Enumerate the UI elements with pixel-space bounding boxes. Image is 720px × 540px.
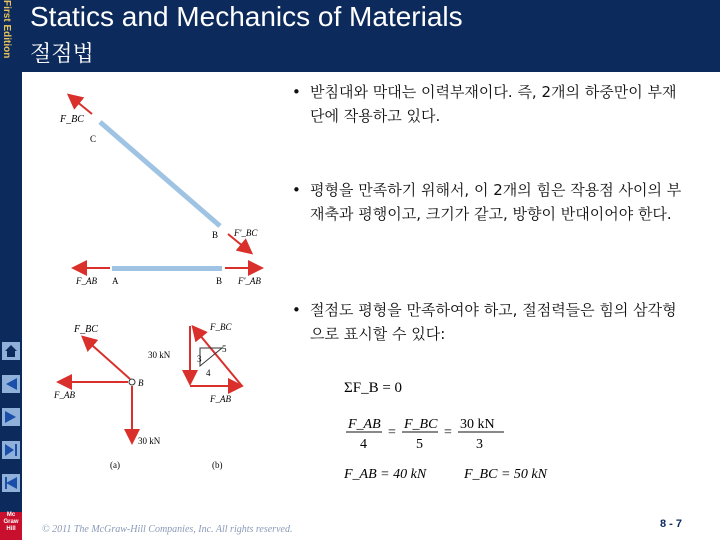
label: F_AB [348, 417, 381, 432]
label: F_AB [54, 390, 75, 400]
joint-b [129, 379, 135, 385]
label: F_BC [74, 324, 98, 335]
label: 4 [206, 368, 211, 378]
force-arrow [70, 96, 92, 114]
label: F_BC [60, 114, 84, 125]
label: (a) [110, 460, 120, 470]
label: 30 kN [460, 417, 495, 432]
left-sidebar [0, 0, 22, 540]
label: B [216, 276, 223, 286]
edition-label [0, 0, 22, 59]
publisher-logo: Mc Graw Hill [0, 512, 22, 540]
label: F'_AB [238, 276, 261, 286]
last-page-icon[interactable] [2, 474, 20, 492]
equation-block [340, 370, 600, 500]
label: F_AB [76, 276, 97, 286]
previous-page-icon[interactable] [2, 408, 20, 426]
label: 4 [360, 437, 367, 452]
truss-figure [40, 86, 290, 476]
equation-sum: ΣF_B = 0 [344, 380, 403, 396]
page-title: Statics and Mechanics of Materials [30, 1, 463, 32]
equation-fbc: F_BC = 50 kN [464, 467, 547, 482]
label: 5 [222, 344, 227, 354]
force-arrow [84, 338, 130, 379]
copyright: © 2011 The McGraw-Hill Companies, Inc. All rights reserved. [42, 524, 293, 535]
label: 30 kN [148, 350, 171, 360]
label: 30 kN [138, 436, 161, 446]
section-title: 절점법 [30, 42, 94, 67]
label: 3 [197, 354, 202, 364]
bullet-text: 받침대와 막대는 이력부재이다. 즉, 2개의 하중만이 부재단에 작용하고 있다. [310, 83, 677, 125]
label: F_BC [210, 322, 232, 332]
member-ab [112, 266, 222, 271]
bullet-text: 평형을 만족하기 위해서, 이 2개의 힘은 작용점 사이의 부재축과 평행이고, 크기가 같고, 방향이 반대이어야 한다. [310, 181, 682, 223]
member-bc [100, 122, 220, 226]
next-page-icon[interactable] [2, 441, 20, 459]
label: (b) [212, 460, 223, 470]
label: B [138, 378, 144, 388]
label: C [90, 134, 97, 144]
page-number: 8 - 7 [660, 518, 683, 530]
bullet-text: 절점도 평형을 만족하여야 하고, 절점력들은 힘의 삼각형으로 표시할 수 있다: [310, 301, 677, 343]
label: F_BC [404, 417, 438, 432]
equation-fab: F_AB = 40 kN [344, 467, 427, 482]
label: A [112, 276, 119, 286]
edition-text: First Edition [1, 0, 12, 59]
svg-text:=: = [444, 425, 452, 440]
label: 5 [416, 437, 423, 452]
home-icon[interactable] [2, 342, 20, 360]
svg-text:=: = [388, 425, 396, 440]
label: F_AB [210, 394, 231, 404]
label: B [212, 230, 219, 240]
first-page-icon[interactable] [2, 375, 20, 393]
label: F'_BC [234, 228, 258, 238]
label: 3 [476, 437, 483, 452]
